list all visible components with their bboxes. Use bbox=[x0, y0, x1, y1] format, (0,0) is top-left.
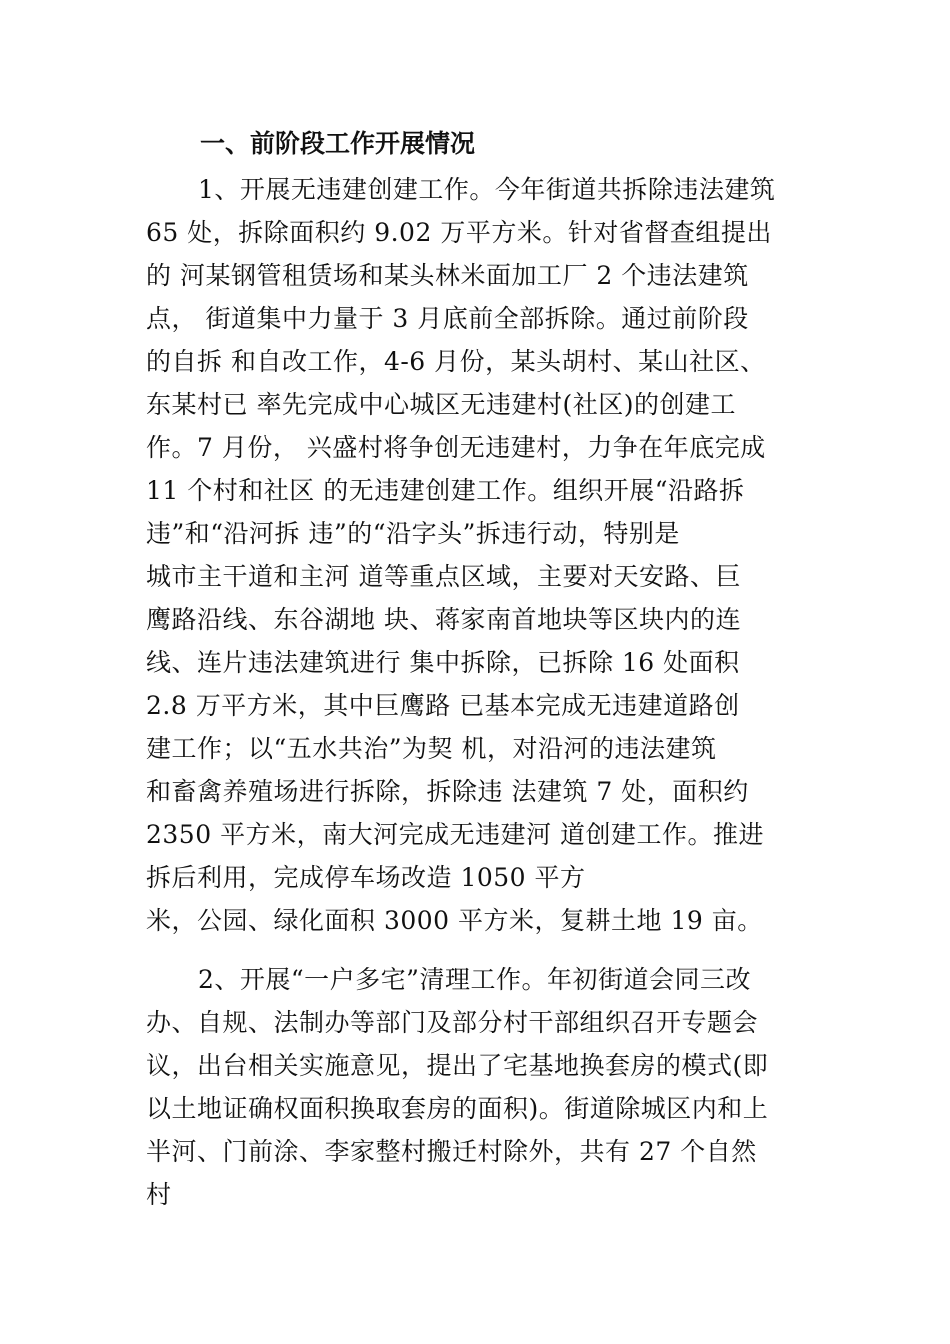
paragraph1-line: 线、连片违法建筑进行 集中拆除，已拆除 16 处面积 bbox=[146, 648, 740, 677]
paragraph1-line: 违”和“沿河拆 违”的“沿字头”拆违行动，特别是 bbox=[146, 519, 680, 548]
paragraph1-line: 2.8 万平方米，其中巨鹰路 已基本完成无违建道路创 bbox=[146, 691, 740, 720]
paragraph1-line: 和畜禽养殖场进行拆除，拆除违 法建筑 7 处，面积约 bbox=[146, 777, 749, 806]
paragraph1-line: 的自拆 和自改工作，4-6 月份，某头胡村、某山社区、 bbox=[146, 347, 766, 376]
paragraph2-line: 办、自规、法制办等部门及部分村干部组织召开专题会 bbox=[146, 1008, 759, 1037]
paragraph1-line: 作。7 月份， 兴盛村将争创无违建村，力争在年底完成 bbox=[146, 433, 766, 462]
paragraph1-line: 65 处，拆除面积约 9.02 万平方米。针对省督查组提出 bbox=[146, 218, 772, 247]
paragraph1-line: 建工作；以“五水共治”为契 机，对沿河的违法建筑 bbox=[146, 734, 717, 763]
paragraph1-line: 鹰路沿线、东谷湖地 块、蒋家南首地块等区块内的连 bbox=[146, 605, 741, 634]
paragraph1-line: 点， 街道集中力量于 3 月底前全部拆除。通过前阶段 bbox=[146, 304, 749, 333]
paragraph2-line: 村 bbox=[146, 1180, 172, 1209]
paragraph1-line: 的 河某钢管租赁场和某头林米面加工厂 2 个违法建筑 bbox=[146, 261, 749, 290]
paragraph1-line: 米，公园、绿化面积 3000 平方米，复耕土地 19 亩。 bbox=[146, 906, 763, 935]
section-heading: 一、前阶段工作开展情况 bbox=[200, 129, 476, 158]
paragraph1-line: 拆后利用，完成停车场改造 1050 平方 bbox=[146, 863, 586, 892]
paragraph1-line: 2350 平方米，南大河完成无违建河 道创建工作。推进 bbox=[146, 820, 765, 849]
paragraph2-line: 议，出台相关实施意见，提出了宅基地换套房的模式(即 bbox=[146, 1051, 769, 1080]
paragraph1-line: 11 个村和社区 的无违建创建工作。组织开展“沿路拆 bbox=[146, 476, 745, 505]
paragraph2-line: 2、开展“一户多宅”清理工作。年初街道会同三改 bbox=[198, 965, 751, 994]
paragraph1-line: 1、开展无违建创建工作。今年街道共拆除违法建筑 bbox=[198, 175, 776, 204]
paragraph1-line: 城市主干道和主河 道等重点区域，主要对天安路、巨 bbox=[146, 562, 741, 591]
paragraph2-line: 以土地证确权面积换取套房的面积)。街道除城区内和上 bbox=[146, 1094, 769, 1123]
paragraph1-line: 东某村已 率先完成中心城区无违建村(社区)的创建工 bbox=[146, 390, 736, 419]
paragraph2-line: 半河、门前涂、李家整村搬迁村除外，共有 27 个自然 bbox=[146, 1137, 757, 1166]
